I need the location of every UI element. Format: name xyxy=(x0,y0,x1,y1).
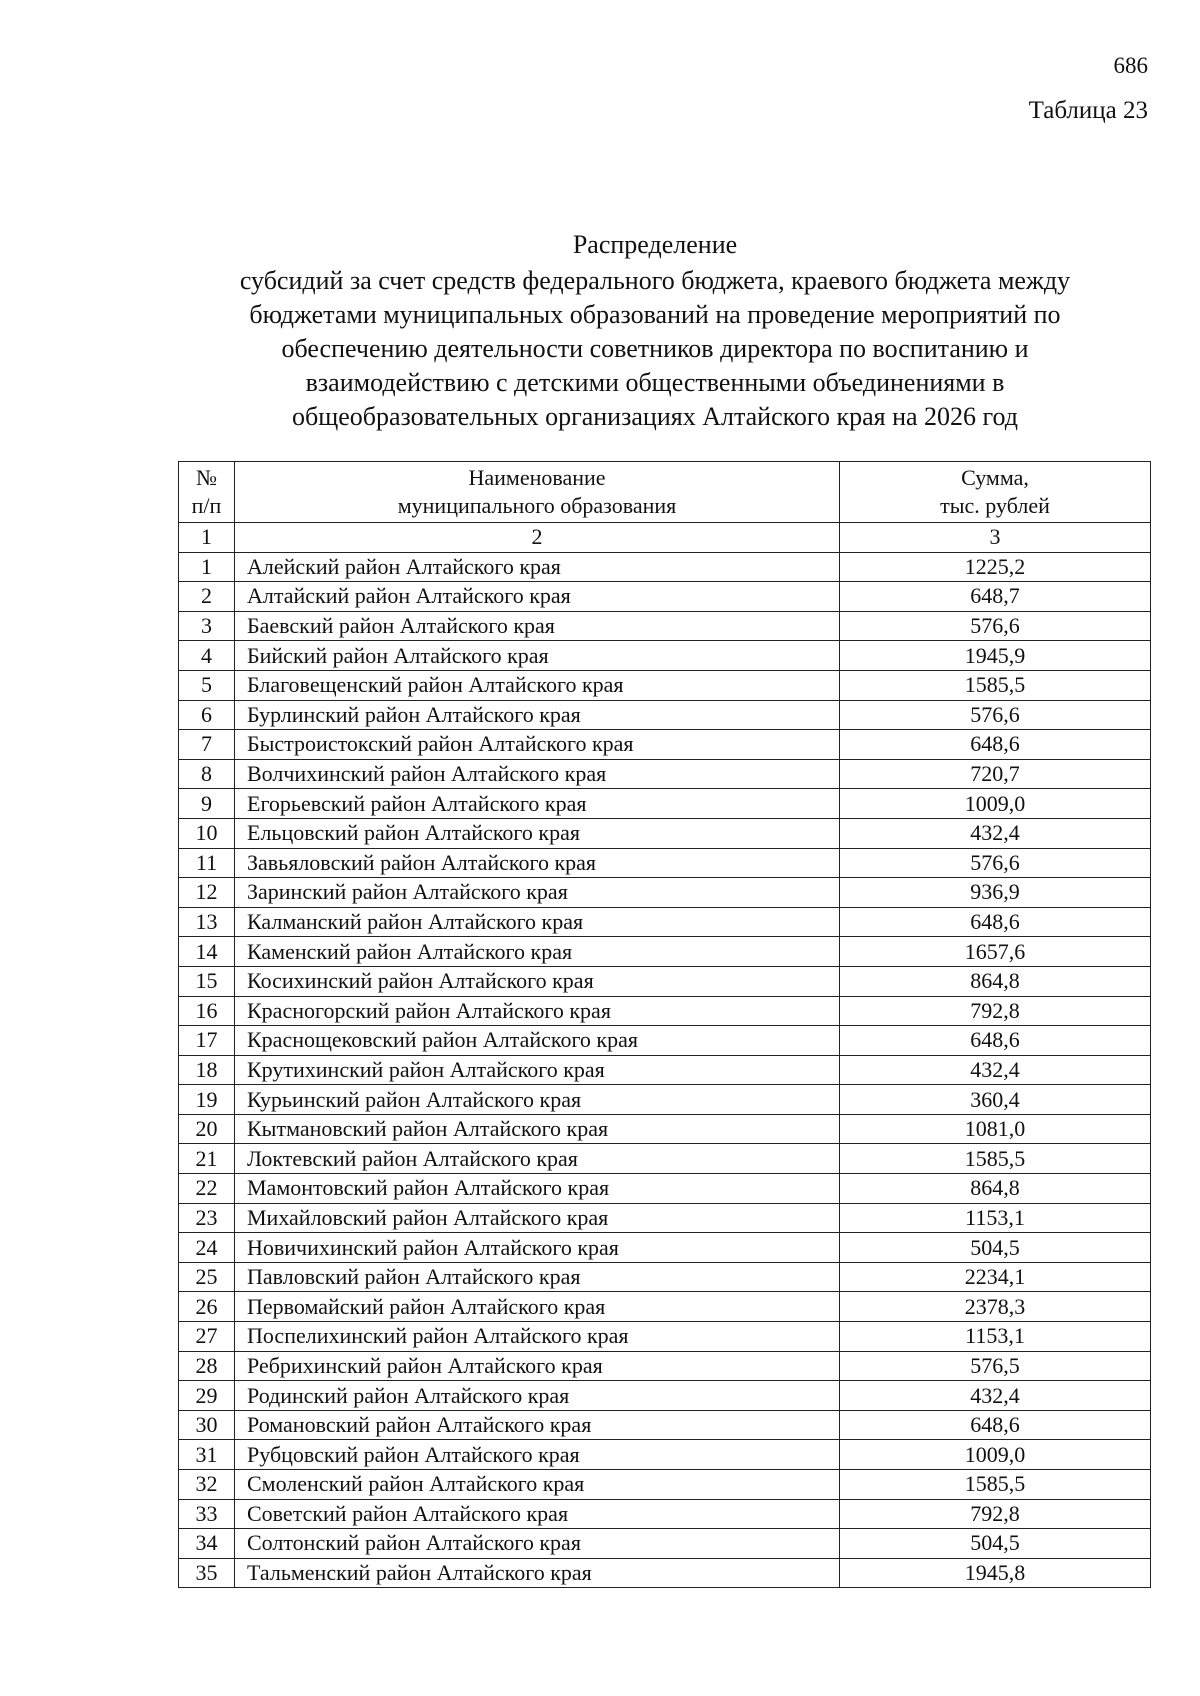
row-number: 18 xyxy=(179,1055,235,1085)
subsidy-amount: 432,4 xyxy=(840,1381,1151,1411)
header-sum-line: Сумма, xyxy=(961,465,1029,490)
subsidy-amount: 504,5 xyxy=(840,1529,1151,1559)
table-row xyxy=(179,582,1151,612)
municipality-name: Завьяловский район Алтайского края xyxy=(235,848,840,878)
header-sum-line: тыс. рублей xyxy=(940,493,1050,518)
row-number: 31 xyxy=(179,1440,235,1470)
row-number: 20 xyxy=(179,1114,235,1144)
table-label: Таблица 23 xyxy=(1028,97,1148,124)
subsidy-amount: 792,8 xyxy=(840,996,1151,1026)
subsidy-amount: 1945,8 xyxy=(840,1558,1151,1588)
row-number: 6 xyxy=(179,700,235,730)
subsidy-amount: 720,7 xyxy=(840,759,1151,789)
row-number: 25 xyxy=(179,1262,235,1292)
municipality-name: Первомайский район Алтайского края xyxy=(235,1292,840,1322)
municipality-name: Каменский район Алтайского края xyxy=(235,937,840,967)
municipality-name: Косихинский район Алтайского края xyxy=(235,966,840,996)
municipality-name: Алтайский район Алтайского края xyxy=(235,582,840,612)
municipality-name: Локтевский район Алтайского края xyxy=(235,1144,840,1174)
row-number: 35 xyxy=(179,1558,235,1588)
row-number: 26 xyxy=(179,1292,235,1322)
table-row xyxy=(179,878,1151,908)
table-row xyxy=(179,1085,1151,1115)
subsidy-amount: 432,4 xyxy=(840,818,1151,848)
municipality-name: Тальменский район Алтайского края xyxy=(235,1558,840,1588)
row-number: 30 xyxy=(179,1410,235,1440)
table-row xyxy=(179,700,1151,730)
municipality-name: Поспелихинский район Алтайского края xyxy=(235,1322,840,1352)
distribution-table xyxy=(178,461,1151,1588)
header-sum xyxy=(840,462,1151,523)
table-row xyxy=(179,1144,1151,1174)
row-number: 3 xyxy=(179,611,235,641)
header-row xyxy=(179,462,1151,523)
row-number: 2 xyxy=(179,582,235,612)
table-row xyxy=(179,907,1151,937)
table-row xyxy=(179,1440,1151,1470)
table-header xyxy=(179,462,1151,553)
table-row xyxy=(179,1174,1151,1204)
subsidy-amount: 1657,6 xyxy=(840,937,1151,967)
row-number: 4 xyxy=(179,641,235,671)
municipality-name: Бийский район Алтайского края xyxy=(235,641,840,671)
row-number: 32 xyxy=(179,1470,235,1500)
row-number: 34 xyxy=(179,1529,235,1559)
municipality-name: Курьинский район Алтайского края xyxy=(235,1085,840,1115)
header-name-line: муниципального образования xyxy=(397,493,677,518)
row-number: 17 xyxy=(179,1026,235,1056)
subsidy-amount: 2378,3 xyxy=(840,1292,1151,1322)
municipality-name: Рубцовский район Алтайского края xyxy=(235,1440,840,1470)
table-row xyxy=(179,1203,1151,1233)
subsidy-amount: 648,7 xyxy=(840,582,1151,612)
table-row xyxy=(179,789,1151,819)
table-row xyxy=(179,1381,1151,1411)
table-row xyxy=(179,1351,1151,1381)
table-row xyxy=(179,1499,1151,1529)
municipality-name: Новичихинский район Алтайского края xyxy=(235,1233,840,1263)
row-number: 22 xyxy=(179,1174,235,1204)
municipality-name: Заринский район Алтайского края xyxy=(235,878,840,908)
subsidy-amount: 936,9 xyxy=(840,878,1151,908)
subsidy-amount: 1081,0 xyxy=(840,1114,1151,1144)
table-row xyxy=(179,1292,1151,1322)
subsidy-amount: 648,6 xyxy=(840,1410,1151,1440)
subsidy-amount: 576,6 xyxy=(840,611,1151,641)
row-number: 7 xyxy=(179,730,235,760)
row-number: 12 xyxy=(179,878,235,908)
table-row xyxy=(179,670,1151,700)
document-title: Распределение xyxy=(572,230,738,259)
row-number: 28 xyxy=(179,1351,235,1381)
municipality-name: Солтонский район Алтайского края xyxy=(235,1529,840,1559)
table-row xyxy=(179,730,1151,760)
subsidy-amount: 1153,1 xyxy=(840,1203,1151,1233)
subtitle-line: обеспечению деятельности советников директора по воспитанию и xyxy=(281,334,1029,363)
subsidy-amount: 792,8 xyxy=(840,1499,1151,1529)
subsidy-amount: 1009,0 xyxy=(840,1440,1151,1470)
subsidy-amount: 1945,9 xyxy=(840,641,1151,671)
municipality-name: Советский район Алтайского края xyxy=(235,1499,840,1529)
table-row xyxy=(179,937,1151,967)
municipality-name: Быстроистокский район Алтайского края xyxy=(235,730,840,760)
column-number: 1 xyxy=(179,523,235,553)
table-row xyxy=(179,552,1151,582)
municipality-name: Ребрихинский район Алтайского края xyxy=(235,1351,840,1381)
subsidy-amount: 2234,1 xyxy=(840,1262,1151,1292)
table-row xyxy=(179,611,1151,641)
row-number: 21 xyxy=(179,1144,235,1174)
municipality-name: Егорьевский район Алтайского края xyxy=(235,789,840,819)
row-number: 5 xyxy=(179,670,235,700)
table-row xyxy=(179,1558,1151,1588)
row-number: 8 xyxy=(179,759,235,789)
header-name xyxy=(235,462,840,523)
municipality-name: Романовский район Алтайского края xyxy=(235,1410,840,1440)
header-number-line: № xyxy=(196,465,217,490)
table-row xyxy=(179,1470,1151,1500)
subsidy-amount: 1153,1 xyxy=(840,1322,1151,1352)
table-row xyxy=(179,1026,1151,1056)
row-number: 16 xyxy=(179,996,235,1026)
subsidy-amount: 648,6 xyxy=(840,907,1151,937)
header-number xyxy=(179,462,235,523)
table-row xyxy=(179,966,1151,996)
row-number: 33 xyxy=(179,1499,235,1529)
subsidy-amount: 864,8 xyxy=(840,1174,1151,1204)
row-number: 13 xyxy=(179,907,235,937)
subsidy-amount: 864,8 xyxy=(840,966,1151,996)
municipality-name: Михайловский район Алтайского края xyxy=(235,1203,840,1233)
row-number: 27 xyxy=(179,1322,235,1352)
header-number-line: п/п xyxy=(191,493,222,518)
row-number: 29 xyxy=(179,1381,235,1411)
table-row xyxy=(179,996,1151,1026)
subsidy-amount: 360,4 xyxy=(840,1085,1151,1115)
municipality-name: Калманский район Алтайского края xyxy=(235,907,840,937)
table-row xyxy=(179,641,1151,671)
municipality-name: Ельцовский район Алтайского края xyxy=(235,818,840,848)
column-number: 2 xyxy=(235,523,840,553)
municipality-name: Алейский район Алтайского края xyxy=(235,552,840,582)
header-name-line: Наименование xyxy=(468,465,606,490)
municipality-name: Крутихинский район Алтайского края xyxy=(235,1055,840,1085)
municipality-name: Смоленский район Алтайского края xyxy=(235,1470,840,1500)
table-row xyxy=(179,1114,1151,1144)
table-row xyxy=(179,1410,1151,1440)
subsidy-amount: 504,5 xyxy=(840,1233,1151,1263)
column-number-row xyxy=(179,523,1151,553)
row-number: 14 xyxy=(179,937,235,967)
subtitle-line: взаимодействию с детскими общественными объединениями в xyxy=(305,368,1005,397)
table-row xyxy=(179,1322,1151,1352)
subsidy-amount: 576,5 xyxy=(840,1351,1151,1381)
municipality-name: Благовещенский район Алтайского края xyxy=(235,670,840,700)
page-number: 686 xyxy=(1113,53,1148,78)
subsidy-amount: 576,6 xyxy=(840,848,1151,878)
subsidy-amount: 1585,5 xyxy=(840,670,1151,700)
table-row xyxy=(179,818,1151,848)
table-row xyxy=(179,1529,1151,1559)
municipality-name: Мамонтовский район Алтайского края xyxy=(235,1174,840,1204)
municipality-name: Красногорский район Алтайского края xyxy=(235,996,840,1026)
municipality-name: Кытмановский район Алтайского края xyxy=(235,1114,840,1144)
municipality-name: Бурлинский район Алтайского края xyxy=(235,700,840,730)
subtitle-line: общеобразовательных организациях Алтайского края на 2026 год xyxy=(291,402,1019,431)
row-number: 10 xyxy=(179,818,235,848)
row-number: 24 xyxy=(179,1233,235,1263)
document-subtitle xyxy=(195,264,1115,434)
municipality-name: Павловский район Алтайского края xyxy=(235,1262,840,1292)
table-row xyxy=(179,759,1151,789)
municipality-name: Родинский район Алтайского края xyxy=(235,1381,840,1411)
table-body xyxy=(179,552,1151,1588)
subtitle-line: субсидий за счет средств федерального бюджета, краевого бюджета между xyxy=(239,266,1071,295)
subsidy-amount: 1585,5 xyxy=(840,1144,1151,1174)
municipality-name: Краснощековский район Алтайского края xyxy=(235,1026,840,1056)
table-row xyxy=(179,1055,1151,1085)
row-number: 9 xyxy=(179,789,235,819)
row-number: 15 xyxy=(179,966,235,996)
municipality-name: Баевский район Алтайского края xyxy=(235,611,840,641)
row-number: 11 xyxy=(179,848,235,878)
table-row xyxy=(179,1233,1151,1263)
subsidy-amount: 648,6 xyxy=(840,1026,1151,1056)
column-number: 3 xyxy=(840,523,1151,553)
row-number: 23 xyxy=(179,1203,235,1233)
table-row xyxy=(179,848,1151,878)
subsidy-amount: 1585,5 xyxy=(840,1470,1151,1500)
subtitle-line: бюджетами муниципальных образований на проведение мероприятий по xyxy=(249,300,1061,329)
subsidy-amount: 1225,2 xyxy=(840,552,1151,582)
subsidy-amount: 432,4 xyxy=(840,1055,1151,1085)
row-number: 19 xyxy=(179,1085,235,1115)
table-row xyxy=(179,1262,1151,1292)
subsidy-amount: 648,6 xyxy=(840,730,1151,760)
row-number: 1 xyxy=(179,552,235,582)
municipality-name: Волчихинский район Алтайского края xyxy=(235,759,840,789)
subsidy-amount: 576,6 xyxy=(840,700,1151,730)
subsidy-amount: 1009,0 xyxy=(840,789,1151,819)
